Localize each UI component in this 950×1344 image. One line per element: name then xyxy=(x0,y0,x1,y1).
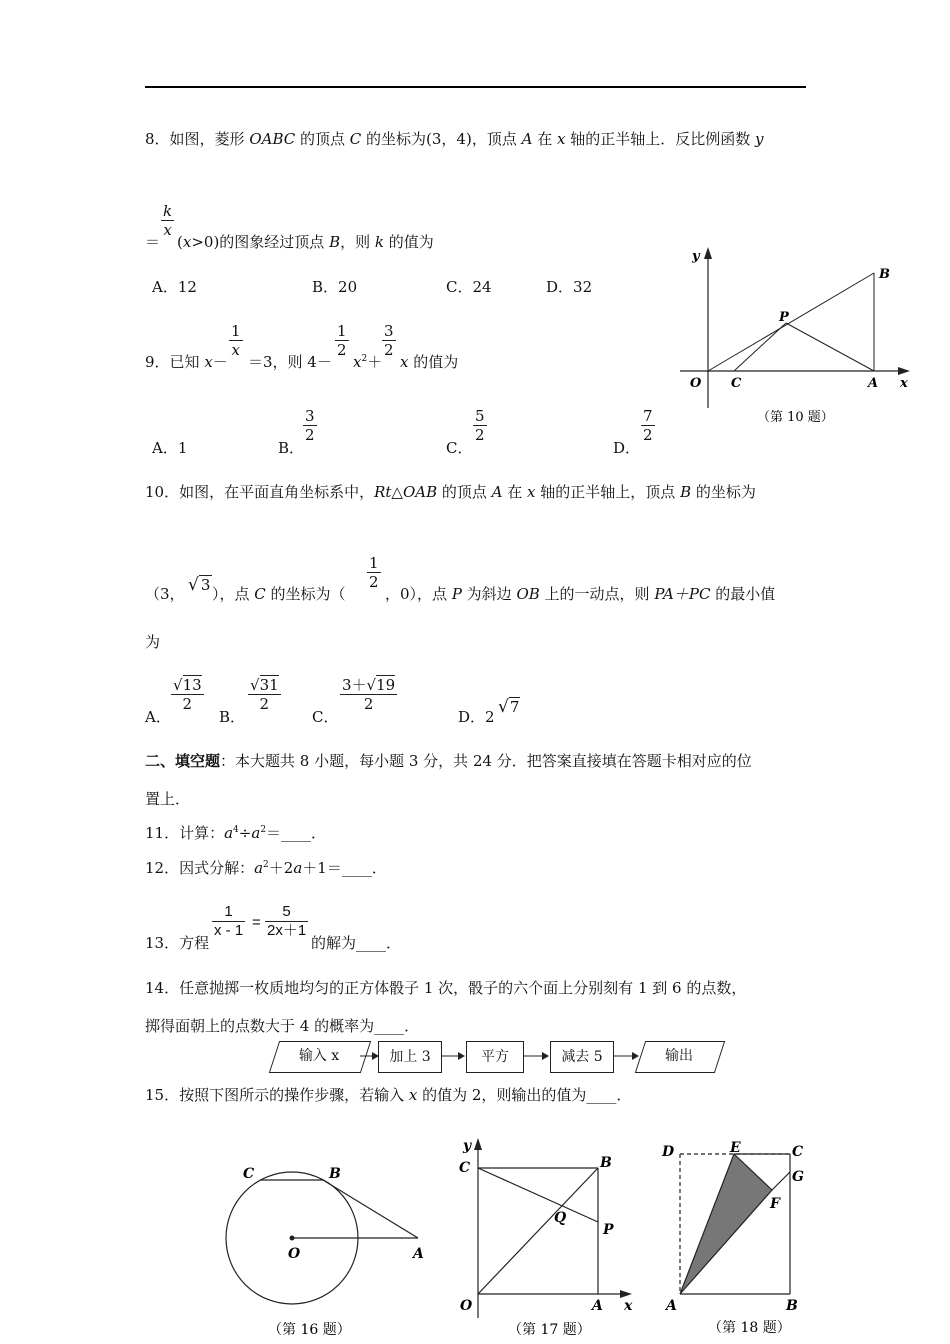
q10-line2-end xyxy=(385,583,775,604)
radicand: 7 xyxy=(509,698,520,716)
q13-frac1 xyxy=(212,903,245,940)
q9-option-c: C． xyxy=(446,439,473,457)
q10-option-c-frac: $\frac{3+√19}{2}$ xyxy=(342,676,396,713)
q10-line1 xyxy=(145,481,756,502)
denominator: 2 xyxy=(643,426,653,444)
text: ＋1＝____． xyxy=(302,859,387,877)
section2-line2: 置上． xyxy=(145,790,191,808)
text: a xyxy=(251,824,261,842)
text: x xyxy=(408,1086,418,1104)
label-B: B xyxy=(879,267,890,282)
text: 的最小值 xyxy=(710,585,776,603)
q10-option-a-frac: $\frac{√13}{2}$ xyxy=(173,676,202,713)
label-C: C xyxy=(243,1166,255,1182)
figure-16 xyxy=(218,1160,438,1340)
q9-option-d-frac xyxy=(641,407,655,444)
q9-mid2: $x^2+$ xyxy=(353,353,383,371)
q9-mid: ＝3，则 4－ xyxy=(248,353,332,371)
label-F: F xyxy=(770,1196,780,1212)
text: B xyxy=(680,483,692,501)
q9-suffix xyxy=(400,351,458,372)
text: 的坐标为(3，4)，顶点 xyxy=(361,130,522,148)
text: Rt△OAB xyxy=(374,483,438,501)
q10-option-d-sqrt: √7 xyxy=(498,697,520,717)
label-D: D xyxy=(662,1144,675,1160)
text: 的顶点 xyxy=(295,130,350,148)
q10-sqrt3: √ 3 xyxy=(188,575,211,595)
q9-option-b: B． xyxy=(278,439,305,457)
label-O: O xyxy=(690,376,702,391)
text: ＋ xyxy=(367,353,383,371)
q8-eq: ＝ xyxy=(145,233,161,251)
label-y: y xyxy=(692,249,700,264)
q8-option-c: C．24 xyxy=(446,278,492,296)
label-G: G xyxy=(792,1169,804,1185)
q9-option-c-frac xyxy=(473,407,487,444)
figure-17 xyxy=(446,1134,646,1340)
caption: （第 10 题） xyxy=(757,410,834,425)
q8-line1 xyxy=(145,128,763,149)
text: 为斜边 xyxy=(461,585,517,603)
text: x xyxy=(556,130,566,148)
denominator: 2 xyxy=(305,426,315,444)
numerator: 5 xyxy=(475,407,485,425)
denominator: x - 1 xyxy=(214,922,244,939)
q9-option-b-frac xyxy=(303,407,317,444)
denominator: x xyxy=(231,341,240,359)
q10-line3: 为 xyxy=(145,633,161,651)
q8-option-a: A．12 xyxy=(152,278,197,296)
text: 9．已知 xyxy=(145,353,205,371)
radicand: 31 xyxy=(259,676,279,694)
text: B xyxy=(329,233,341,251)
text: k xyxy=(374,233,384,251)
text: ＋2 xyxy=(268,859,294,877)
flow-step-add: 加上 3 xyxy=(378,1041,442,1073)
q13-prefix: 13．方程 xyxy=(145,934,210,952)
text: 轴的正半轴上，顶点 xyxy=(535,483,681,501)
label-C: C xyxy=(731,376,742,391)
radicand: 13 xyxy=(182,676,202,694)
denominator: 2 xyxy=(182,695,193,713)
label-C: C xyxy=(459,1160,471,1176)
q10-line2-start: （3， xyxy=(145,585,185,603)
text: a xyxy=(254,859,264,877)
q8-fraction xyxy=(161,202,174,239)
text: x xyxy=(182,233,192,251)
denominator: 2 xyxy=(384,341,394,359)
caption: （第 16 题） xyxy=(268,1322,351,1338)
text: y xyxy=(755,130,764,148)
q9-prefix xyxy=(145,351,228,372)
q8-line2 xyxy=(177,231,434,252)
label-A: A xyxy=(666,1298,677,1314)
header-rule xyxy=(145,86,806,88)
q15 xyxy=(145,1084,631,1105)
text: >0)的图象经过顶点 xyxy=(191,233,330,251)
text: 上的一动点，则 xyxy=(539,585,655,603)
text: C xyxy=(349,130,362,148)
flow-arrow-3 xyxy=(524,1048,550,1064)
flow-step-square: 平方 xyxy=(466,1041,524,1073)
numerator: 1 xyxy=(369,554,379,572)
label-A: A xyxy=(413,1246,424,1262)
text: 在 xyxy=(532,130,557,148)
text: 的值为 xyxy=(383,233,434,251)
text: 的值为 2，则输出的值为____． xyxy=(417,1086,632,1104)
text: x xyxy=(527,483,536,501)
text: － xyxy=(212,353,228,371)
figure-10 xyxy=(672,243,912,428)
text: a xyxy=(224,824,234,842)
q8-option-b: B．20 xyxy=(312,278,358,296)
numerator: 5 xyxy=(265,903,308,922)
denominator: 2 xyxy=(475,426,485,444)
q12 xyxy=(145,857,387,878)
label-y: y xyxy=(463,1138,472,1154)
label-Q: Q xyxy=(554,1210,567,1226)
text: P xyxy=(451,585,462,603)
q14-line2: 掷得面朝上的点数大于 4 的概率为____． xyxy=(145,1017,420,1035)
q10-line2-mid xyxy=(212,583,346,604)
text: a xyxy=(293,859,303,877)
label-x: x xyxy=(624,1298,633,1314)
numerator: k xyxy=(163,202,173,220)
label-B: B xyxy=(786,1298,798,1314)
q13-eq: = xyxy=(252,914,261,931)
text: 在 xyxy=(502,483,528,501)
label-C: C xyxy=(792,1144,804,1160)
text: 的坐标为（ xyxy=(265,585,346,603)
text: 2 xyxy=(263,860,269,870)
text: 2 xyxy=(260,825,267,835)
numerator: 3 xyxy=(305,407,315,425)
label-O: O xyxy=(460,1298,473,1314)
radicand: 3 xyxy=(200,576,211,594)
section-title: 二、填空题 xyxy=(145,752,221,770)
text: x xyxy=(353,353,362,371)
label-x: x xyxy=(900,376,908,391)
text: A xyxy=(491,483,503,501)
text: 11．计算： xyxy=(145,824,225,842)
q9-option-d: D． xyxy=(613,439,641,457)
q10-option-b: B． xyxy=(219,708,246,726)
flow-step-subtract: 减去 5 xyxy=(550,1041,614,1073)
text: 轴的正半轴上．反比例函数 xyxy=(565,130,755,148)
label-E: E xyxy=(730,1140,741,1156)
figure-18 xyxy=(656,1138,816,1340)
q10-option-d: D．2 xyxy=(458,708,495,726)
caption: （第 17 题） xyxy=(508,1322,591,1338)
label-P: P xyxy=(603,1222,614,1238)
numerator: 1 xyxy=(212,903,245,922)
q8-option-d: D．32 xyxy=(546,278,593,296)
flow-arrow-1 xyxy=(360,1048,380,1064)
text: 10．如图，在平面直角坐标系中， xyxy=(145,483,375,501)
label-B: B xyxy=(329,1166,341,1182)
text: ÷ xyxy=(238,824,252,842)
text: 15．按照下图所示的操作步骤，若输入 xyxy=(145,1086,409,1104)
denominator: 2x＋1 xyxy=(267,922,307,939)
text: ＝____． xyxy=(266,824,327,842)
label-A: A xyxy=(868,376,879,391)
label-P: P xyxy=(779,310,789,325)
q10-option-b-frac: $\frac{√31}{2}$ xyxy=(250,676,279,713)
label-A: A xyxy=(592,1298,603,1314)
flow-output-label: 输出 xyxy=(665,1048,693,1064)
caption: （第 18 题） xyxy=(708,1320,791,1336)
q11 xyxy=(145,822,326,843)
numerator: 7 xyxy=(643,407,653,425)
numerator: 3 xyxy=(384,322,394,340)
q13-frac2 xyxy=(265,903,308,940)
flow-arrow-2 xyxy=(442,1048,466,1064)
text: 12．因式分解： xyxy=(145,859,255,877)
text: x xyxy=(204,353,213,371)
text: 的顶点 xyxy=(437,483,492,501)
text: ：本大题共 8 小题，每小题 3 分，共 24 分．把答案直接填在答题卡相对应的位 xyxy=(220,752,752,770)
q10-fraction-c xyxy=(367,554,381,591)
text: 的坐标为 xyxy=(691,483,756,501)
denominator: 2 xyxy=(363,695,374,713)
label-B: B xyxy=(600,1155,612,1171)
label-O: O xyxy=(288,1246,301,1262)
text: ），点 xyxy=(212,585,255,603)
flow-input-label: 输入 x xyxy=(298,1048,340,1064)
text: ，0），点 xyxy=(385,585,452,603)
q13-suffix: 的解为____． xyxy=(311,934,402,952)
text: OB xyxy=(516,585,540,603)
q9-frac1 xyxy=(229,322,243,359)
q9-frac3 xyxy=(382,322,396,359)
text: 4 xyxy=(233,825,239,835)
numerator: 1 xyxy=(231,322,241,340)
text: PA＋PC xyxy=(654,585,711,603)
text: C xyxy=(254,585,266,603)
numerator: 1 xyxy=(337,322,347,340)
q9-frac2 xyxy=(335,322,349,359)
text: ( xyxy=(177,233,183,251)
text: 8．如图，菱形 xyxy=(145,130,250,148)
q10-option-c: C． xyxy=(312,708,339,726)
text: OABC xyxy=(249,130,296,148)
text: x xyxy=(400,353,409,371)
text: ，则 xyxy=(340,233,375,251)
q14-line1: 14．任意抛掷一枚质地均匀的正方体骰子 1 次，骰子的六个面上分别刻有 1 到 6 的点数， xyxy=(145,979,747,997)
denominator: x xyxy=(163,221,172,239)
denominator: 2 xyxy=(369,573,379,591)
flow-arrow-4 xyxy=(614,1048,640,1064)
text: 的值为 xyxy=(408,353,459,371)
text: 3＋ xyxy=(342,676,367,694)
denominator: 2 xyxy=(259,695,270,713)
section2-line1 xyxy=(145,750,752,771)
q9-option-a: A．1 xyxy=(152,439,188,457)
radicand: 19 xyxy=(376,676,396,694)
denominator: 2 xyxy=(337,341,347,359)
text: A xyxy=(521,130,533,148)
q10-option-a: A． xyxy=(145,708,171,726)
